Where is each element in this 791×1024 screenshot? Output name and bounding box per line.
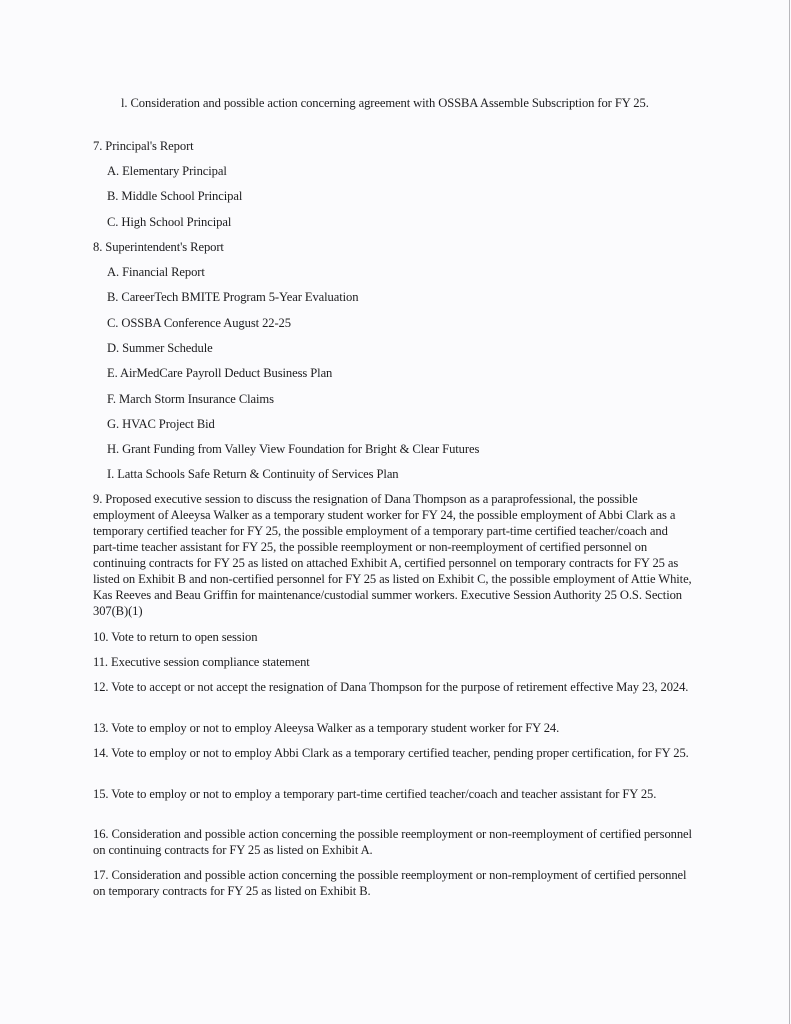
agenda-item-16: 16. Consideration and possible action concerning the possible reemployment or non-reemployment of certified personnel on continuing contracts for FY 25 as listed on Exhibit A. [93, 827, 692, 857]
page-edge-divider [789, 0, 790, 1024]
agenda-subitem-7c: C. High School Principal [107, 215, 232, 229]
agenda-subitem-8e: E. AirMedCare Payroll Deduct Business Plan [107, 366, 333, 380]
agenda-subitem-8f: F. March Storm Insurance Claims [107, 392, 274, 406]
agenda-subitem-8h: H. Grant Funding from Valley View Foundation for Bright & Clear Futures [107, 442, 480, 456]
agenda-item-14: 14. Vote to employ or not to employ Abbi Clark as a temporary certified teacher, pending proper certification, for FY 25. [93, 746, 689, 760]
agenda-item-6l: l. Consideration and possible action concerning agreement with OSSBA Assemble Subscription for FY 25. [121, 96, 649, 110]
agenda-subitem-8i: I. Latta Schools Safe Return & Continuity of Services Plan [107, 467, 399, 481]
agenda-item-9: 9. Proposed executive session to discuss the resignation of Dana Thompson as a paraprofessional, the possible employment of Aleeysa Walker as a temporary student worker for FY 24, the possible employment of Abbi Clark as a temporary certified teacher for FY 25, the possible employment of a temporary part-time certified teacher/coach and part-time teacher assistant for FY 25, the possible reemployment or non-reemployment of certified personnel on continuing contracts for FY 25 as listed on attached Exhibit A, certified personnel on temporary contracts for FY 25 as listed on Exhibit B and non-certified personnel for FY 25 as listed on Exhibit C, the possible employment of Attie White, Kas Reeves and Beau Griffin for maintenance/custodial summer workers. Executive Session Authority 25 O.S. Section 307(B)(1) [93, 492, 692, 618]
agenda-subitem-8b: B. CareerTech BMITE Program 5-Year Evaluation [107, 290, 359, 304]
agenda-subitem-8c: C. OSSBA Conference August 22-25 [107, 316, 291, 330]
agenda-subitem-7b: B. Middle School Principal [107, 189, 243, 203]
agenda-item-8: 8. Superintendent's Report [93, 240, 224, 254]
agenda-item-15: 15. Vote to employ or not to employ a temporary part-time certified teacher/coach and teacher assistant for FY 25. [93, 787, 657, 801]
agenda-item-17: 17. Consideration and possible action concerning the possible reemployment or non-remployment of certified personnel on temporary contracts for FY 25 as listed on Exhibit B. [93, 868, 687, 898]
agenda-subitem-8g: G. HVAC Project Bid [107, 417, 215, 431]
agenda-subitem-8a: A. Financial Report [107, 265, 205, 279]
agenda-item-11: 11. Executive session compliance statement [93, 655, 310, 669]
agenda-subitem-7a: A. Elementary Principal [107, 164, 227, 178]
agenda-subitem-8d: D. Summer Schedule [107, 341, 213, 355]
agenda-item-7: 7. Principal's Report [93, 139, 194, 153]
agenda-item-10: 10. Vote to return to open session [93, 630, 258, 644]
agenda-item-12: 12. Vote to accept or not accept the resignation of Dana Thompson for the purpose of retirement effective May 23, 2024. [93, 680, 689, 694]
agenda-item-13: 13. Vote to employ or not to employ Aleeysa Walker as a temporary student worker for FY 24. [93, 721, 560, 735]
